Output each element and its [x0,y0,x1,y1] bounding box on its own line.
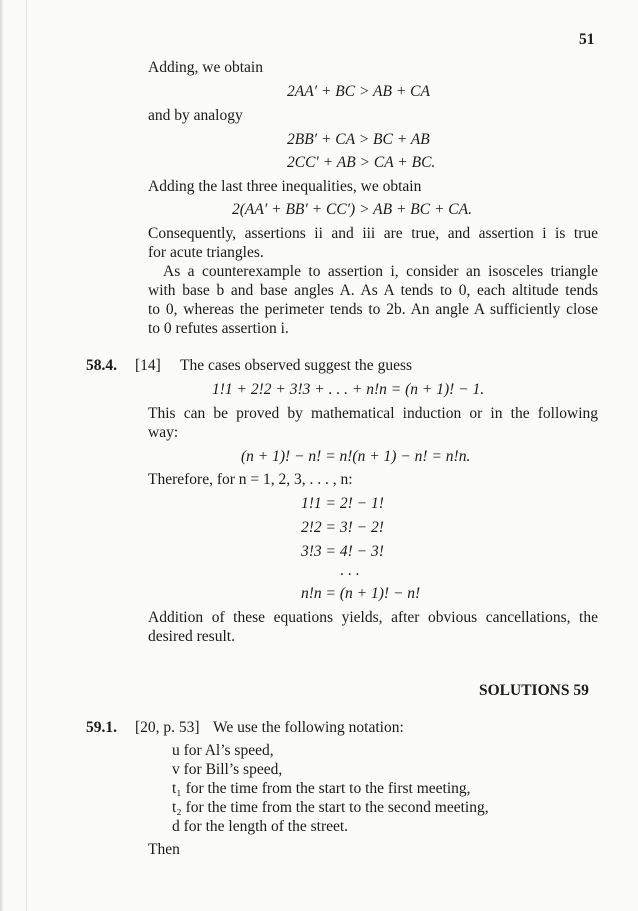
text-line: This can be proved by mathematical induction or in the following [148,405,598,422]
text-line: Consequently, assertions ii and iii are true, and assertion i is true [148,225,598,242]
equation: n!n = (n + 1)! − n! [301,585,421,602]
notation-line: d for the length of the street. [172,818,349,835]
text-line: way: [148,424,179,441]
notation-line: t₂ for the time from the start to the second meeting, [172,799,489,816]
equation: 1!1 = 2! − 1! [301,495,384,512]
text-line: with base b and base angles A. As A tends to 0, each altitude tends [148,282,598,299]
section-heading: SOLUTIONS 59 [479,682,589,699]
equation: 2(AA′ + BB′ + CC′) > AB + BC + CA. [232,201,472,218]
notation-line: u for Al’s speed, [172,742,274,759]
text-line: The cases observed suggest the guess [180,357,413,374]
equation: 2AA′ + BC > AB + CA [287,83,430,100]
equation: (n + 1)! − n! = n!(n + 1) − n! = n!n. [241,448,471,465]
text-line: Therefore, for n = 1, 2, 3, . . . , n: [148,471,353,488]
text-line: for acute triangles. [148,244,264,261]
text-line: Adding, we obtain [148,59,263,76]
equation: 2CC′ + AB > CA + BC. [287,154,436,171]
text-line: As a counterexample to assertion i, consider an isosceles triangle [163,263,598,280]
page-fold-line [26,0,27,911]
text-line: to 0 refutes assertion i. [148,320,289,337]
equation: 1!1 + 2!2 + 3!3 + . . . + n!n = (n + 1)! − 1. [212,381,485,398]
reference-bracket: [20, p. 53] [135,719,200,736]
section-label-58-4: 58.4. [86,357,117,374]
page-edge-shadow [0,0,4,911]
reference-bracket: [14] [135,357,161,374]
notation-line: t₁ for the time from the start to the first meeting, [172,780,471,797]
ellipsis: . . . [340,562,360,579]
text-line: Adding the last three inequalities, we obtain [148,178,422,195]
equation: 3!3 = 4! − 3! [301,543,384,560]
notation-line: v for Bill’s speed, [172,761,283,778]
equation: 2!2 = 3! − 2! [301,519,384,536]
text-line: and by analogy [148,107,243,124]
section-label-59-1: 59.1. [86,719,117,736]
text-line: desired result. [148,628,235,645]
text-line: Addition of these equations yields, after obvious cancellations, the [148,609,598,626]
equation: 2BB′ + CA > BC + AB [287,131,430,148]
page-number: 51 [579,31,595,48]
text-line: to 0, whereas the perimeter tends to 2b. An angle A sufficiently close [148,301,598,318]
text-line: We use the following notation: [213,719,404,736]
text-line: Then [148,841,180,858]
